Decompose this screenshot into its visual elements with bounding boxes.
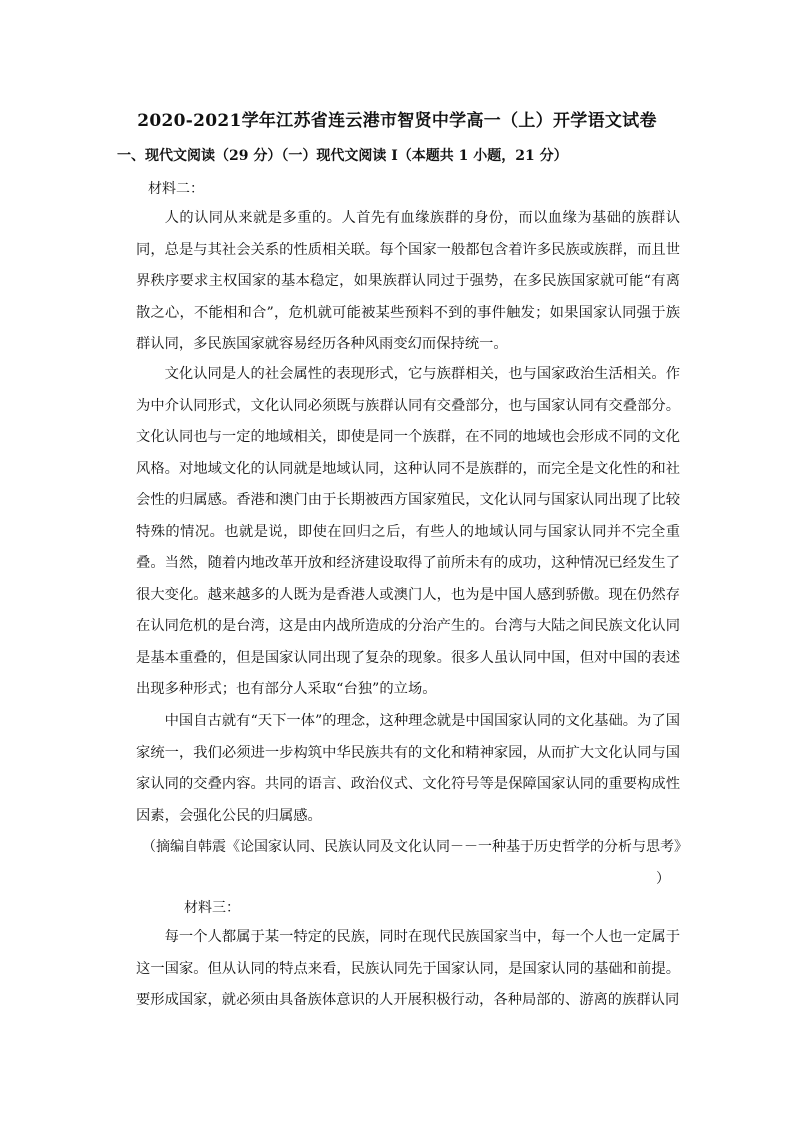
material-2-paragraph-2: 文化认同是人的社会属性的表现形式，它与族群相关，也与国家政治生活相关。作为中介认同形式，文化认同必须既与族群认同有交叠部分，也与国家认同有交叠部分。文化认同也与一定的地域相关，即使是同一个族群，在不同的地域也会形成不同的文化风格。对地域文化的认同就是地域认同，这种认同不是族群的，而完全是文化性的和社会性的归属感。香港和澳门由于长期被西方国家殖民，文化认同与国家认同出现了比较特殊的情况。也就是说，即使在回归之后，有些人的地域认同与国家认同并不完全重叠。当然，随着内地改革开放和经济建设取得了前所未有的成功，这种情况已经发生了很大变化。越来越多的人既为是香港人或澳门人，也为是中国人感到骄傲。现在仍然存在认同危机的是台湾，这是由内战所造成的分治产生的。台湾与大陆之间民族文化认同是基本重叠的，但是国家认同出现了复杂的现象。很多人虽认同中国，但对中国的表述出现多种形式；也有部分人采取“台独”的立场。 <box>136 366 680 697</box>
material-3-paragraph-1: 每一个人都属于某一特定的民族，同时在现代民族国家当中，每一个人也一定属于这一国家。但从认同的特点来看，民族认同先于国家认同，是国家认同的基础和前提。要形成国家，就必须由具备族体意识的人开展积极行动，各种局部的、游离的族群认同 <box>136 929 680 1008</box>
material-2-label: 材料二： <box>148 181 204 197</box>
material-3-label: 材料三： <box>184 900 240 916</box>
page-title: 2020-2021学年江苏省连云港市智贤中学高一（上）开学语文试卷 <box>137 111 657 131</box>
material-2-paragraph-3: 中国自古就有“天下一体”的理念，这种理念就是中国国家认同的文化基础。为了国家统一，我们必须进一步构筑中华民族共有的文化和精神家园，从而扩大文化认同与国家认同的交叠内容。共同的语言、政治仪式、文化符号等是保障国家认同的重要构成性因素，会强化公民的归属感。 <box>136 713 680 824</box>
material-2-source-citation <box>142 832 690 895</box>
material-2-paragraph-1: 人的认同从来就是多重的。人首先有血缘族群的身份，而以血缘为基础的族群认同，总是与其社会关系的性质相关联。每个国家一般都包含着许多民族或族群，而且世界秩序要求主权国家的基本稳定，如果族群认同过于强势，在多民族国家就可能“有离散之心，不能相和合”，危机就可能被某些预料不到的事件触发；如果国家认同强于族群认同，多民族国家就容易经历各种风雨变幻而保持统一。 <box>136 210 680 352</box>
source-citation-close: ） <box>656 870 670 887</box>
section-heading: 一、现代文阅读（29 分）（一）现代文阅读 I（本题共 1 小题，21 分） <box>117 148 568 164</box>
source-citation-text: （摘编自韩震《论国家认同、民族认同及文化认同－－一种基于历史哲学的分析与思考》 <box>142 839 688 855</box>
